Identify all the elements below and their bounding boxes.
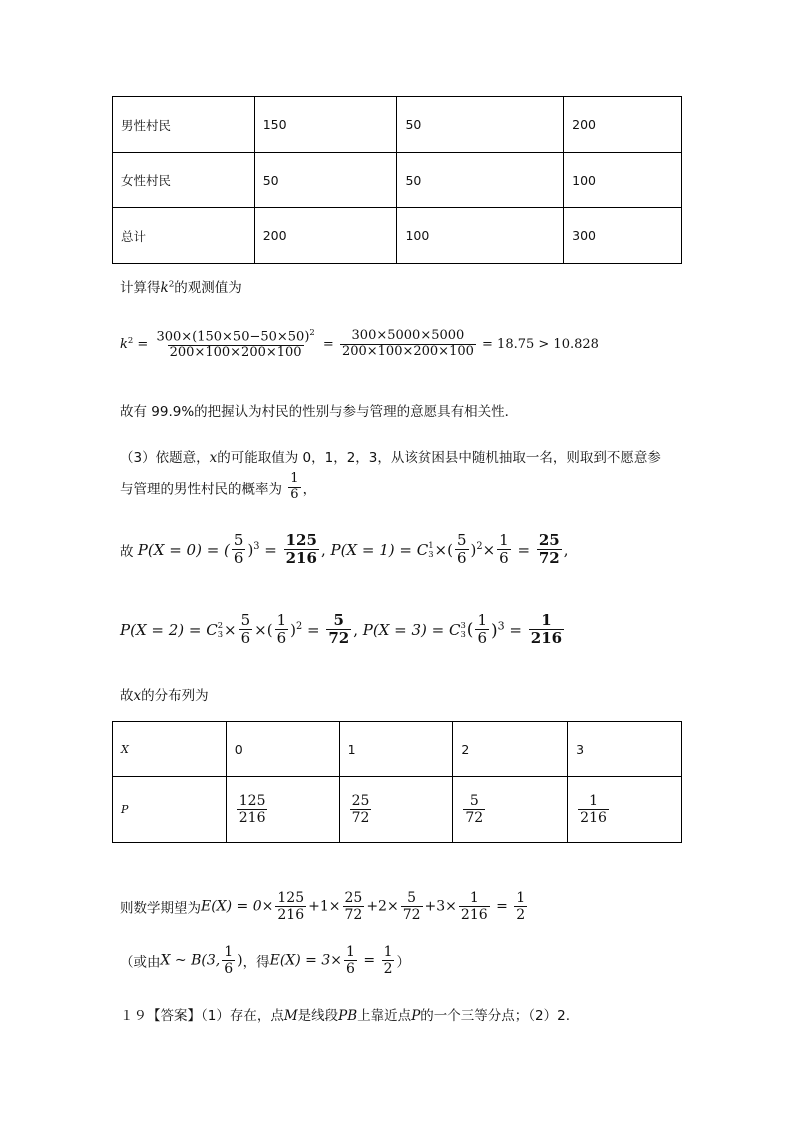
fraction (459, 890, 490, 923)
fraction-num: 300×(150×50−50×50) (156, 329, 310, 345)
text-span: 与管理的男性村民的概率为 (120, 481, 282, 498)
fraction-den: 216 (460, 907, 488, 924)
fraction (537, 532, 562, 568)
x-symbol: x (133, 688, 142, 704)
fraction-num: 1 (477, 611, 487, 629)
fraction (232, 532, 246, 568)
fraction-den: 72 (465, 810, 484, 826)
fraction (343, 890, 365, 923)
fraction-num: 1 (276, 611, 287, 629)
text-span: 是线段 (297, 1008, 339, 1024)
fraction-den: 72 (328, 629, 350, 648)
table-cell: 男性村民 (113, 97, 255, 153)
table-cell: X (113, 722, 227, 777)
math-span: +2× (366, 898, 399, 915)
table-cell (226, 777, 339, 843)
table-cell (339, 777, 453, 843)
table-cell: 50 (254, 153, 397, 208)
fraction-num: 25 (344, 890, 363, 906)
table-row (113, 153, 682, 208)
table-cell: 100 (564, 153, 682, 208)
fraction-den: 216 (277, 907, 305, 924)
fraction-num: 5 (469, 792, 479, 809)
fraction (275, 890, 306, 923)
fraction (455, 532, 469, 568)
distribution-table (112, 721, 682, 843)
expectation-line: 则数学期望为E(X) = 0× $\frac{125}{216}$ +1× $\frac{25}{72}$ +2× $\frac{5}{72}$ +3× $\frac{1}{216}$ = $\frac{1}{2}$ (120, 890, 526, 924)
fraction (239, 612, 253, 648)
text-span: （3）依题意， (120, 450, 210, 466)
fraction-den: 216 (580, 810, 607, 826)
table-cell: 3 (568, 722, 682, 777)
fraction-den: 6 (224, 961, 234, 978)
table-cell: 200 (564, 97, 682, 153)
fraction-num: 1 (541, 611, 552, 629)
fraction-den: 2 (383, 961, 393, 978)
fraction-den: 6 (290, 486, 299, 502)
fraction (344, 944, 357, 977)
prob-line2: P(X = 2) = C 2 3 × $\frac{5}{6}$ ×( $\frac{1}{6}$ )$^2$ = $\frac{5}{72}$ , P(X = 3) = C 3 3 ( $\frac{1}{6}$ )$^3$ = $\frac{1}{216}$ (120, 611, 563, 648)
fraction-num: 125 (277, 890, 305, 906)
text-span: 则数学期望为 (120, 900, 201, 917)
text-span: 计算得 (120, 280, 161, 296)
exponent: 3 (253, 540, 260, 552)
fraction (475, 612, 489, 648)
fraction-den: 216 (285, 549, 317, 568)
fraction-num: 125 (285, 531, 317, 549)
fraction (222, 944, 235, 977)
text-span: 上靠近点 (357, 1008, 412, 1024)
fraction-den: 216 (238, 810, 266, 826)
math-span: P(X = 0) = ( (137, 540, 230, 559)
fraction-den: 6 (499, 549, 509, 568)
text-span: 的分布列为 (141, 688, 209, 704)
exponent: 2 (168, 279, 175, 290)
fraction-den: 6 (346, 961, 355, 978)
table-cell (453, 777, 568, 843)
table-cell: P (113, 777, 227, 843)
table-cell: 女性村民 (113, 153, 255, 208)
math-span: P(X = 2) = C (120, 620, 218, 639)
table-cell: 100 (397, 208, 564, 264)
fraction-num: 1 (469, 890, 479, 906)
fraction: $\frac{300\times(150\times 50-50\times 50)^2}{200\times 100\times 200\times 100}$ (156, 327, 315, 361)
table-cell: 300 (564, 208, 682, 264)
math-span: +3× (424, 898, 457, 915)
fraction-num: 1 (516, 890, 526, 906)
table-row (113, 97, 682, 153)
math-span: P(X = 1) = C (330, 540, 429, 559)
x-symbol: x (209, 450, 218, 466)
fraction-den: 72 (344, 907, 363, 924)
fraction-num: 1 (290, 471, 299, 486)
answer-19 (120, 1004, 570, 1024)
math-span: X ~ B(3, (160, 952, 221, 969)
fraction-num: 5 (407, 890, 417, 906)
fraction (514, 890, 527, 923)
fraction (340, 329, 476, 360)
math-span: E(X) = 3× (269, 952, 342, 969)
fraction-den: 200×100×200×100 (169, 345, 302, 361)
fraction-den: 6 (456, 549, 467, 568)
fraction-num: 1 (499, 531, 509, 549)
fraction (529, 612, 564, 648)
math-span: +1× (308, 898, 341, 915)
dist-caption (120, 684, 209, 704)
text-span: 的可能取值为 0，1，2，3，从该贫困县中随机抽取一名，则取到不愿意参 (217, 450, 661, 466)
fraction-num: 1 (589, 792, 598, 809)
fraction (401, 890, 423, 923)
fraction (275, 612, 289, 648)
fraction-num: 300×5000×5000 (351, 328, 465, 344)
fraction (288, 472, 300, 503)
k2-intro (120, 276, 242, 296)
fraction (382, 944, 395, 977)
fraction-den: 72 (402, 907, 421, 924)
fraction-den: 6 (276, 629, 287, 648)
text-span: 的观测值为 (174, 280, 242, 296)
table-cell: 50 (397, 97, 564, 153)
text-span: 的一个三等分点；（2）2. (420, 1008, 571, 1024)
fraction-den: 6 (233, 549, 244, 568)
text-span: （1）存在，点 (201, 1008, 284, 1024)
k2-formula: $k^2$ = $\frac{300\times(150\times 50-50\times 50)^2}{200\times 100\times 200\times 100}$ = $\frac{300\times 5000\times 5000}{200\times 100\times 200\times 100}$ = 18.75 > 10.828 (120, 327, 599, 361)
fraction-den: 2 (516, 907, 526, 924)
alternative-line: （或由X ~ B(3, $\frac{1}{6}$ )，得E(X) = 3× $\frac{1}{6}$ = $\frac{1}{2}$ ） (120, 944, 410, 978)
segment-pb: PB (338, 1008, 358, 1024)
prob-line1: 故 P(X = 0) = ( $\frac{5}{6}$ )$^3$ = $\frac{125}{216}$ , P(X = 1) = C 1 3 ×( $\frac{5}{6}$ )$^2$× $\frac{1}{6}$ = $\frac{25}{72}$ , (120, 531, 569, 568)
contingency-table (112, 96, 682, 264)
formula-tail: = 18.75 > 10.828 (482, 337, 599, 353)
answer-tag: 【答案】 (147, 1008, 201, 1024)
fraction-num: 5 (233, 531, 244, 549)
table-row (113, 722, 682, 777)
table-row (113, 777, 682, 843)
formula-lhs: k (120, 337, 128, 353)
table-cell: 200 (254, 208, 397, 264)
fraction-num: 1 (346, 944, 355, 960)
table-cell: 0 (226, 722, 339, 777)
text-span: ） (396, 954, 410, 971)
fraction (497, 532, 511, 568)
fraction-num: 25 (538, 531, 560, 549)
table-cell: 50 (397, 153, 564, 208)
fraction-num: 1 (224, 944, 234, 960)
text-span: ，得 (242, 954, 270, 971)
question-number: １９ (120, 1008, 147, 1024)
math-span: E(X) = 0× (201, 898, 274, 915)
fraction-den: 200×100×200×100 (341, 344, 474, 360)
part3-line2 (120, 472, 316, 503)
fraction-den: 6 (477, 629, 487, 648)
text-span: （或由 (120, 954, 161, 971)
table-cell: 总计 (113, 208, 255, 264)
table-row (113, 208, 682, 264)
table-cell: 1 (339, 722, 453, 777)
k-symbol: k (160, 280, 169, 296)
table-cell: 150 (254, 97, 397, 153)
fraction-num: 1 (383, 944, 393, 960)
table-cell: 2 (453, 722, 568, 777)
fraction-num: 5 (333, 611, 344, 629)
text-span: 故 (120, 688, 134, 704)
fraction (326, 612, 351, 648)
conclusion-text: 故有 99.9%的把握认为村民的性别与参与管理的意愿具有相关性． (120, 404, 519, 420)
fraction (284, 532, 319, 568)
fraction-den: 72 (538, 549, 560, 568)
fraction-num: 25 (351, 792, 370, 809)
math-span: P(X = 3) = C (362, 620, 461, 639)
part3-line1 (120, 446, 661, 466)
fraction-den: 6 (240, 629, 251, 648)
table-cell (568, 777, 682, 843)
text-span: ， (302, 481, 317, 498)
fraction-den: 216 (530, 629, 563, 648)
fraction-num: 125 (238, 792, 266, 809)
fraction-den: 72 (351, 810, 370, 826)
fraction-num: 5 (240, 611, 251, 629)
text-span: 故 (120, 543, 134, 560)
fraction-num: 5 (456, 531, 467, 549)
math-span: ) (237, 952, 243, 969)
point-m: M (283, 1008, 298, 1024)
point-p: P (411, 1008, 421, 1024)
